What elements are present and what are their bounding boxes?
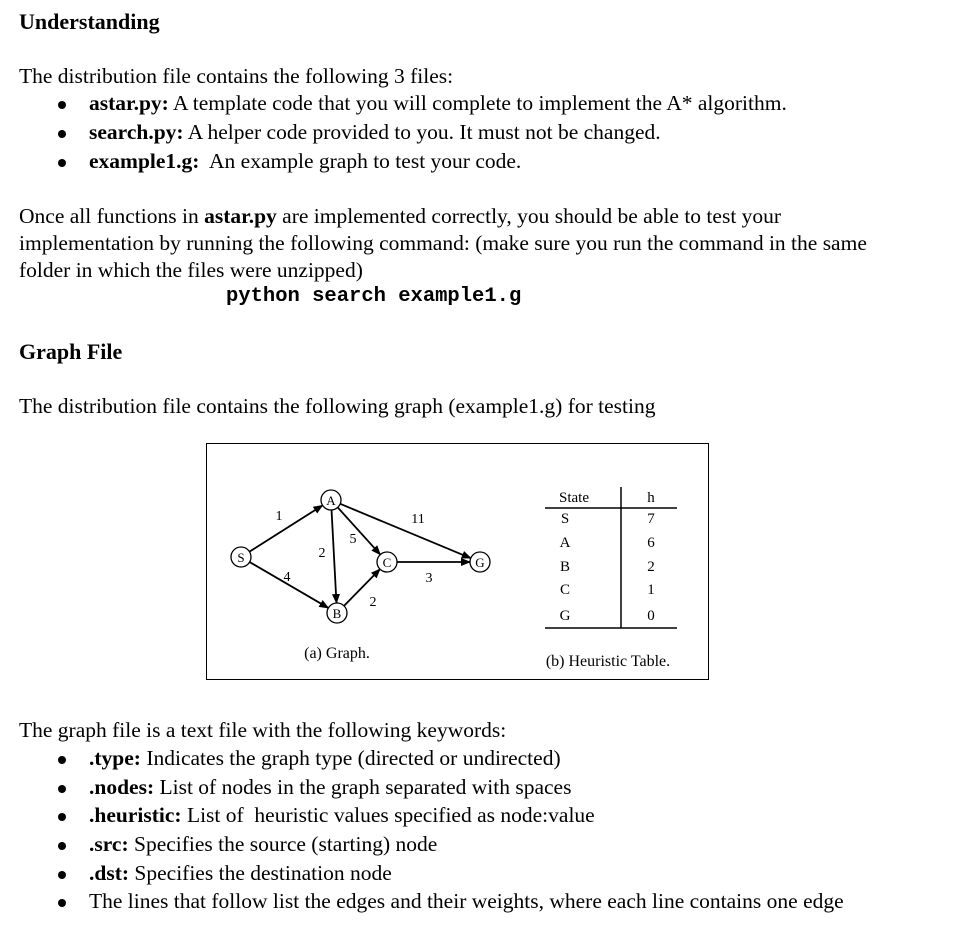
graph-node-g: [470, 552, 490, 572]
graph-edge-a-c: [338, 507, 381, 554]
file-desc: A template code that you will complete to implement the A* algorithm.: [168, 91, 787, 115]
bullet-icon: [58, 871, 66, 879]
text-run: are implemented correctly, you should be able to test your: [276, 204, 782, 228]
table-header-state: State: [559, 490, 589, 506]
keyword-desc: Specifies the destination node: [129, 861, 392, 885]
keyword-desc: List of heuristic values specified as node:value: [181, 803, 595, 827]
node-label: G: [475, 555, 485, 570]
edge-weight-label: 4: [283, 570, 291, 585]
node-label: C: [382, 555, 392, 570]
node-label: B: [332, 606, 342, 621]
graph-node-c: [377, 552, 397, 572]
node-label: A: [326, 493, 336, 508]
table-cell-h: 1: [647, 582, 655, 598]
bullet-icon: [58, 813, 66, 821]
graph-edge-a-b: [332, 510, 337, 603]
graph-nodes: [231, 490, 490, 623]
list-item: [89, 775, 571, 800]
file-name: example1.g:: [89, 149, 200, 173]
table-cell-state: C: [559, 582, 571, 598]
heuristic-table: [545, 487, 677, 628]
understanding-heading: Understanding: [19, 9, 160, 34]
keyword: .src:: [89, 832, 129, 856]
edge-weight-label: 2: [369, 595, 377, 610]
file-desc: An example graph to test your code.: [199, 149, 522, 173]
graph-node-s: [231, 547, 251, 567]
bullet-icon: [58, 756, 66, 764]
table-cell-h: 0: [647, 608, 655, 624]
keyword-desc: Indicates the graph type (directed or undirected): [140, 746, 561, 770]
node-label: S: [237, 550, 245, 565]
keyword-desc: Specifies the source (starting) node: [128, 832, 438, 856]
list-item: [89, 861, 392, 886]
keyword: .heuristic:: [89, 803, 182, 827]
list-item: [89, 889, 844, 914]
keyword: .nodes:: [89, 775, 155, 799]
file-name: search.py:: [89, 120, 184, 144]
table-cell-state: A: [559, 535, 571, 551]
list-item: [89, 746, 561, 771]
bullet-icon: [58, 785, 66, 793]
paragraph-line: implementation by running the following command: (make sure you run the command in the same: [19, 231, 867, 255]
table-cell-state: G: [559, 608, 571, 624]
edge-weight-label: 2: [318, 546, 326, 561]
table-cell-state: B: [559, 559, 571, 575]
edge-weight-label: 1: [275, 509, 283, 524]
list-item: [89, 149, 521, 174]
bullet-icon: [58, 899, 66, 907]
graph-intro: The distribution file contains the following graph (example1.g) for testing: [19, 394, 656, 418]
table-cell-state: S: [560, 511, 570, 527]
edge-weight-label: 3: [425, 571, 433, 586]
graph-node-a: [321, 490, 341, 510]
caption-table: (b) Heuristic Table.: [545, 653, 671, 670]
list-item: [89, 91, 787, 116]
list-item: [89, 803, 595, 828]
edge-weight-label: 5: [349, 532, 357, 547]
bullet-icon: [58, 101, 66, 109]
keyword-desc: The lines that follow list the edges and their weights, where each line contains one edge: [89, 889, 844, 913]
graph-edges: [249, 504, 470, 610]
paragraph-line: [19, 203, 781, 230]
table-cell-h: 6: [647, 535, 655, 551]
file-ref: astar.py: [204, 204, 277, 228]
bullet-icon: [58, 159, 66, 167]
keyword: .dst:: [89, 861, 130, 885]
table-rows: [560, 511, 656, 624]
keywords-intro: The graph file is a text file with the following keywords:: [19, 718, 507, 742]
table-header-h: h: [647, 490, 655, 506]
files-intro: The distribution file contains the following 3 files:: [19, 64, 454, 88]
file-desc: A helper code provided to you. It must not be changed.: [183, 120, 661, 144]
graph-node-b: [327, 603, 347, 623]
table-cell-h: 2: [647, 559, 655, 575]
caption-graph: (a) Graph.: [304, 645, 370, 662]
edge-weight-label: 11: [411, 512, 425, 527]
graph-file-heading: Graph File: [19, 339, 123, 364]
graph-edge-s-a: [249, 505, 322, 551]
table-cell-h: 7: [647, 511, 655, 527]
keyword: .type:: [89, 746, 141, 770]
bullet-icon: [58, 842, 66, 850]
list-item: [89, 120, 661, 145]
list-item: [89, 832, 437, 857]
file-name: astar.py:: [89, 91, 169, 115]
command-line: python search example1.g: [226, 285, 522, 308]
graph-edge-s-b: [250, 562, 329, 608]
figure: [206, 443, 709, 680]
bullet-icon: [58, 130, 66, 138]
keyword-desc: List of nodes in the graph separated with spaces: [154, 775, 572, 799]
graph-figure-svg: [207, 444, 710, 681]
paragraph-line: folder in which the files were unzipped): [19, 258, 363, 282]
text-run: Once all functions in: [19, 204, 205, 228]
